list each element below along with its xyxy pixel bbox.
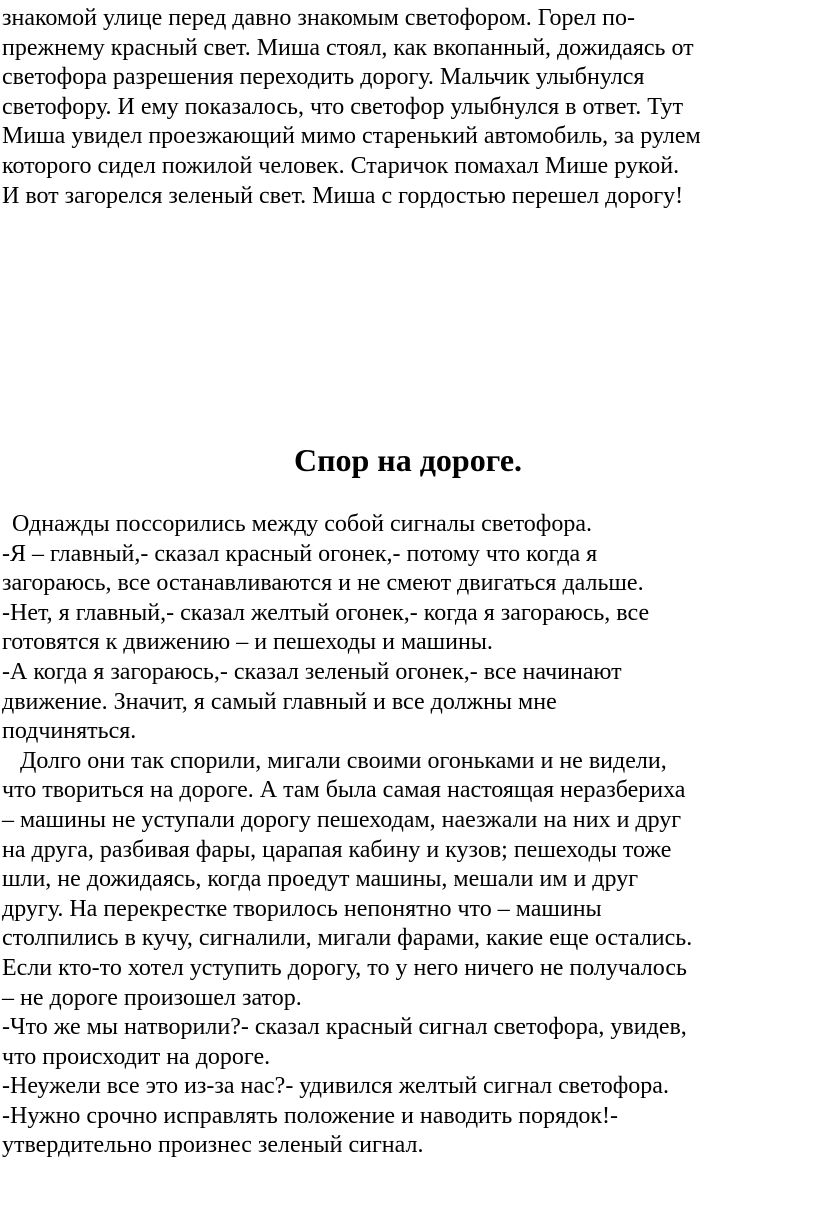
text-line: -Что же мы натворили?- сказал красный сигнал светофора, увидев, <box>2 1014 687 1041</box>
text-line: Однажды поссорились между собой сигналы светофора. <box>12 511 593 537</box>
text-line: светофора разрешения переходить дорогу. Мальчик улыбнулся <box>2 64 645 91</box>
text-line: столпились в кучу, сигналили, мигали фарами, какие еще остались. <box>2 925 693 952</box>
story-title: Спор на дороге. <box>293 442 523 478</box>
text-line: – машины не уступали дорогу пешеходам, наезжали на них и друг <box>2 806 682 833</box>
text-line: другу. На перекрестке творилось непонятно что – машины <box>2 895 602 922</box>
text-line: -А когда я загораюсь,- сказал зеленый огонек,- все начинают <box>2 658 622 685</box>
text-line: на друга, разбивая фары, царапая кабину и кузов; пешеходы тоже <box>2 836 672 863</box>
text-line: знакомой улице перед давно знакомым светофором. Горел по- <box>2 5 635 31</box>
text-line: которого сидел пожилой человек. Старичок помахал Мише рукой. <box>2 152 680 179</box>
text-line: прежнему красный свет. Миша стоял, как вкопанный, дожидаясь от <box>2 34 694 61</box>
text-line: Миша увидел проезжающий мимо старенький автомобиль, за рулем <box>2 123 701 150</box>
text-line: Если кто-то хотел уступить дорогу, то у него ничего не получалось <box>2 954 687 981</box>
text-line: загораюсь, все останавливаются и не смеют двигаться дальше. <box>2 570 644 597</box>
text-line: Долго они так спорили, мигали своими огоньками и не видели, <box>20 747 667 774</box>
text-line: -Неужели все это из-за нас?- удивился желтый сигнал светофора. <box>2 1073 669 1100</box>
text-line: что твориться на дороге. А там была самая настоящая неразбериха <box>2 777 686 804</box>
text-line: движение. Значит, я самый главный и все должны мне <box>2 688 557 715</box>
text-line: светофору. И ему показалось, что светофор улыбнулся в ответ. Тут <box>2 93 684 120</box>
text-line: утвердительно произнес зеленый сигнал. <box>2 1132 424 1159</box>
story-body <box>2 510 814 1161</box>
text-line: -Я – главный,- сказал красный огонек,- потому что когда я <box>2 540 598 567</box>
text-line: -Нет, я главный,- сказал желтый огонек,- когда я загораюсь, все <box>2 599 650 626</box>
intro-paragraph <box>2 4 814 211</box>
text-line: готовятся к движению – и пешеходы и машины. <box>2 629 493 656</box>
text-line: что происходит на дороге. <box>2 1043 271 1070</box>
text-line: шли, не дожидаясь, когда проедут машины, мешали им и друг <box>2 866 639 893</box>
text-line: подчиняться. <box>2 718 137 745</box>
text-line: – не дороге произошел затор. <box>2 984 302 1011</box>
text-line: И вот загорелся зеленый свет. Миша с гордостью перешел дорогу! <box>2 182 684 209</box>
text-line: -Нужно срочно исправлять положение и наводить порядок!- <box>2 1102 619 1129</box>
